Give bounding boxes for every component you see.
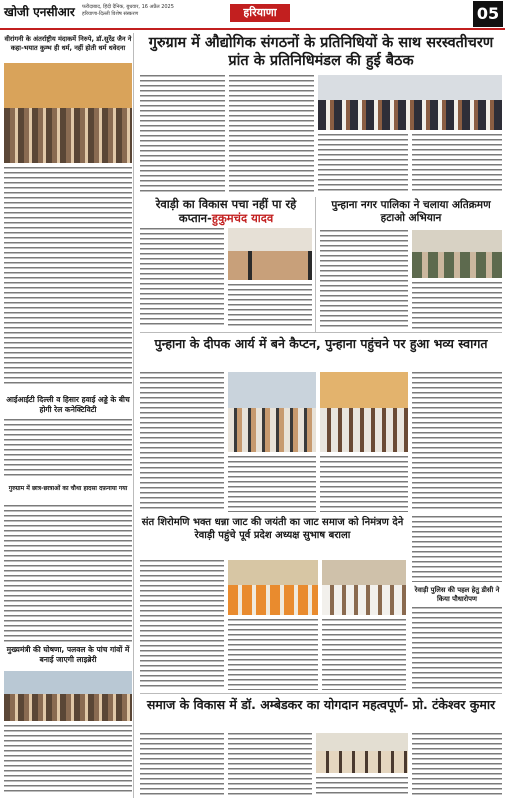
left-bottom-body [4,725,132,795]
masthead: खोजी एनसीआर [4,5,75,19]
story7-photo [316,733,408,773]
column-divider [315,197,316,332]
left-top-body [4,167,132,387]
story3-photo [412,230,502,278]
top-story-body-3 [318,134,408,194]
top-story-body-2 [229,75,314,195]
story3-body-2 [412,282,502,330]
story5-body-3 [322,619,406,690]
story2-headline-text: रेवाड़ी का विकास पचा नहीं पा रहे कप्तान- [155,197,297,225]
story5-body-2 [228,619,318,690]
page-number: 05 [473,1,503,27]
section-tag: हरियाणा [230,4,290,22]
story2-photo [228,228,312,280]
left-mid1-body [4,419,132,479]
story2-body-1 [140,228,224,328]
story2-headline [140,197,312,225]
left-bottom-photo [4,671,132,721]
story7-body-3 [316,777,408,795]
story7-body-1 [140,733,224,795]
story4-body-2 [228,456,316,512]
story3-headline: पुन्हाना नगर पालिका ने चलाया अतिक्रमण हटाओ अभियान [331,199,491,224]
story2-headline-highlight: हुकुमचंद यादव [211,211,274,225]
left-mid2-headline: गुरुग्राम में छात्र-छात्राओं का चौथा हादसा दफ़नाया गया [8,485,128,492]
story4-headline: पुन्हाना के दीपक आर्य में बने कैप्टन, पुन्हाना पहुंचने पर हुआ भव्य स्वागत [154,336,488,351]
story4-body-5 [412,516,502,582]
left-top-headline: वीरांगनी के अंतर्राष्ट्रीय मंदाकमें निरुपे, डॉ.सुरेंद्र जैन ने कहा-भयात कुम्भ ही धर्म, नहीं होती धर्म धवेदना [4,35,132,52]
section-divider [140,332,502,333]
story4-body-1 [140,372,224,512]
left-bottom-headline: मुख्यमंत्री की घोषणा, पलवल के पांच गांवों में बनाई जाएगी लाइब्रेरी [6,645,130,664]
story4-body-3 [320,456,408,512]
story4-photo-1 [228,372,316,452]
story3-body-1 [320,230,408,330]
story4-body-4 [412,372,502,512]
page-header [0,0,505,30]
left-top-photo [4,63,132,163]
story7-body-2 [228,733,312,795]
top-story-headline: गुरुग्राम में औद्योगिक संगठनों के प्रतिनिधियों के साथ सरस्वतीचरण प्रांत के प्रतिनिधिमंडल की हुई बैठक [148,35,494,69]
story6-body [412,607,502,690]
left-column [2,33,134,798]
left-mid2-body [4,505,132,645]
top-story-body-4 [412,134,502,194]
story2-body-2 [228,284,312,328]
story5-body-1 [140,560,224,690]
story5-photo-2 [322,560,406,615]
issue-meta-line1: फरीदाबाद, हिंदी दैनिक, बुधवार, 16 अप्रैल 2025 [82,4,174,10]
top-story-photo [318,75,502,130]
issue-meta-line2: हरियाणा-दिल्ली विशेष संस्करण [82,11,139,17]
issue-meta [82,4,192,18]
story6-headline: रेवाड़ी पुलिस की पहल हेतु डीसी ने किया पौधारोपण [414,586,500,603]
story7-body-4 [412,733,502,795]
bottom-divider [140,693,502,694]
story5-photo-1 [228,560,318,615]
left-mid1-headline: आईआईटी दिल्ली व हिसार हवाई अड्डे के बीच होगी रेल कनेक्टिविटी [6,395,130,414]
story4-photo-2 [320,372,408,452]
story5-headline: संत शिरोमणि भक्त धन्ना जाट की जयंती का जाट समाज को निमंत्रण देने रेवाड़ी पहुंचे पूर्व प्रदेश अध्यक्ष सुभाष बराला [141,517,404,541]
story7-headline: समाज के विकास में डॉ. अम्बेडकर का योगदान महत्वपूर्ण- प्रो. टंकेश्वर कुमार [146,697,496,712]
top-story-body-1 [140,75,225,195]
